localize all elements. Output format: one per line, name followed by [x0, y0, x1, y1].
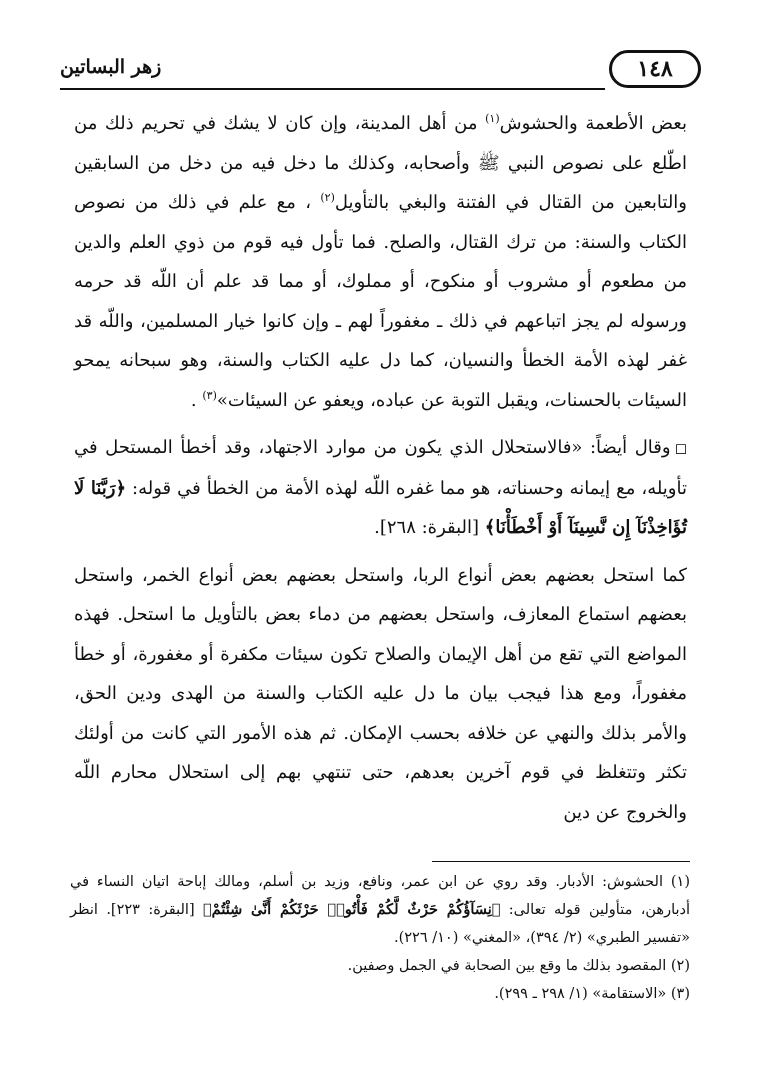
- verse-reference: [البقرة: ٢٦٨].: [374, 517, 485, 538]
- footnote-2: (٢) المقصود بذلك ما وقع بين الصحابة في الجمل وصفين.: [347, 958, 690, 974]
- main-text: [74, 104, 687, 832]
- footnote-1-part-a: (١) الحشوش: الأدبار. وقد روي عن ابن عمر، ونافع، وزيد بن أسلم، ومالك إباحة اتيان النساء في أدبارهن، متأولين قوله تعالى:: [70, 874, 691, 918]
- paragraph-marker-icon: ◻: [674, 439, 688, 457]
- footnote-ref-3[interactable]: (٣): [202, 388, 217, 402]
- book-title: زهر البساتين: [60, 56, 162, 78]
- footnotes: [70, 868, 690, 1008]
- paragraph-1: [74, 104, 687, 420]
- paragraph-2: [74, 428, 687, 548]
- footnote-ref-2[interactable]: (٢): [320, 191, 335, 204]
- header-divider: [60, 88, 605, 90]
- footnote-3: (٣) «الاستقامة» (١/ ٢٩٨ ـ ٢٩٩).: [494, 986, 690, 1002]
- quran-verse: ﴿رَبَّنَا لَا تُؤَاخِذْنَآ إِن نَّسِينَآ أَوْ أَخْطَأْنَا﴾: [74, 477, 687, 538]
- footnote-1-verse: ﴿نِسَآؤُكُمْ حَرْثٌ لَّكُمْ فَأْتُوا۟ حَرْثَكُمْ أَنَّىٰ شِئْتُمْ﴾: [202, 901, 501, 918]
- paragraph-1-part-d: .: [190, 389, 203, 411]
- footnote-1: [70, 868, 690, 952]
- paragraph-1-part-c: ، مع علم في ذلك من نصوص الكتاب والسنة: من ترك القتال، والصلح. فما تأول فيه قوم من ذوي العلم والدين من مطعوم أو مشروب أو منكوح، أو مملوك، أو مما قد علم أن اللّه قد حرمه ورسوله لم يجز اتباعهم في ذلك ـ مغفوراً لهم ـ وإن كانوا خيار المسلمين، واللّه قد غفر لهذه الأمة الخطأ والنسيان، كما دل عليه الكتاب والسنة، وهو سبحانه يمحو السيئات بالحسنات، ويقبل التوبة عن عباده، ويعفو عن السيئات»: [74, 192, 687, 411]
- paragraph-1-part-a: بعض الأطعمة والحشوش: [499, 113, 687, 134]
- footnote-divider: [432, 861, 690, 862]
- page-header: [60, 50, 701, 94]
- page-number: ١٤٨: [609, 50, 701, 88]
- paragraph-3: كما استحل بعضهم بعض أنواع الربا، واستحل بعضهم بعض أنواع الخمر، واستحل بعضهم استماع المعازف، واستحل بعضهم من دماء بعض بالتأويل ما استحل. فهذه المواضع التي تقع من أهل الإيمان والصلاح تكون سيئات مكفرة أو مغفورة، أو خطأ مغفوراً، ومع هذا فيجب بيان ما دل عليه الكتاب والسنة من الهدى ودين الحق، والأمر بذلك والنهي عن خلافه بحسب الإمكان. ثم هذه الأمور التي كانت من أولئك تكثر وتتغلظ في قوم آخرين بعدهم، حتى تنتهي بهم إلى استحلال محارم اللّه والخروج عن دين: [74, 564, 687, 823]
- footnote-ref-1[interactable]: (١): [485, 112, 500, 125]
- paragraph-1-part-b: من أهل المدينة، وإن كان لا يشك في تحريم ذلك من اطّلع على نصوص النبي ﷺ وأصحابه، وكذلك ما دخل فيه من دخل من السابقين والتابعين من القتال في الفتنة والبغي بالتأويل: [74, 113, 687, 213]
- footnote-1-part-b: [البقرة: ٢٢٣]. انظر «تفسير الطبري» (٢/ ٣٩٤)، «المغني» (١٠/ ٢٢٦).: [70, 902, 690, 946]
- paragraph-2-part-a: وقال أيضاً: «فالاستحلال الذي يكون من موارد الاجتهاد، وقد أخطأ المستحل في تأويله، مع إيمانه وحسناته، هو مما غفره اللّه لهذه الأمة من الخطأ في قوله:: [74, 437, 687, 499]
